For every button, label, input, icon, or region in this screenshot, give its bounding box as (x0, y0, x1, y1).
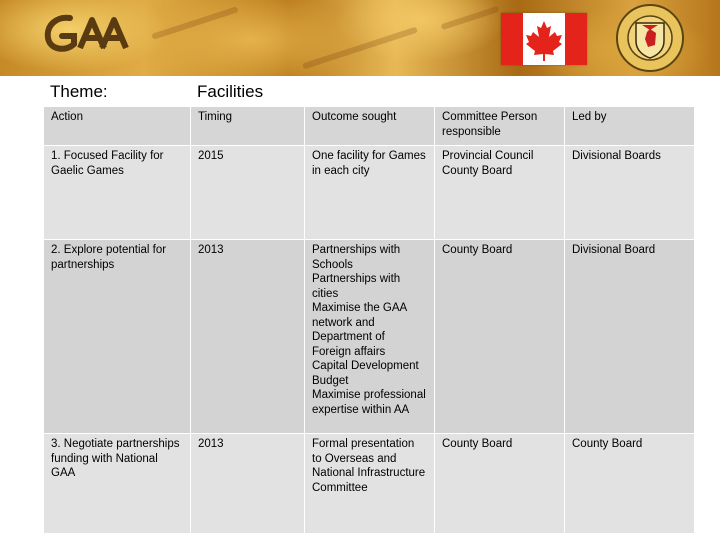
cell-committee (435, 146, 565, 240)
cell-timing: 2013 (191, 434, 305, 534)
facilities-table (43, 106, 695, 534)
committee-line: County Board (442, 438, 513, 450)
theme-label: Theme: (50, 82, 108, 101)
table-row (44, 434, 695, 534)
cell-action: 3. Negotiate partnerships funding with National GAA (44, 434, 191, 534)
cell-timing: 2013 (191, 240, 305, 434)
outcome-line: Maximise professional expertise within AA (312, 389, 426, 416)
cell-committee (435, 240, 565, 434)
cell-committee (435, 434, 565, 534)
outcome-line: Capital Development Budget (312, 360, 419, 387)
cell-action: 2. Explore potential for partnerships (44, 240, 191, 434)
header-timing: Timing (191, 107, 305, 146)
committee-line: County Board (442, 164, 513, 177)
canada-flag-icon (501, 13, 587, 65)
header-outcome: Outcome sought (305, 107, 435, 146)
header-led-by: Led by (565, 107, 695, 146)
theme-value: Facilities (197, 82, 264, 101)
table-row (44, 240, 695, 434)
outcome-line: One facility for Games in each city (312, 150, 426, 177)
cell-timing: 2015 (191, 146, 305, 240)
outcome-line: Partnerships with cities (312, 273, 401, 300)
committee-line: Provincial Council (442, 150, 534, 162)
cell-outcome (305, 146, 435, 240)
outcome-line: Formal presentation to Overseas and National Infrastructure Committee (312, 438, 426, 494)
cell-outcome (305, 240, 435, 434)
outcome-line: Partnerships with Schools (312, 244, 401, 271)
cell-action: 1. Focused Facility for Gaelic Games (44, 146, 191, 240)
table-header-row (44, 107, 695, 146)
outcome-line: Maximise the GAA network and Department of Foreign affairs (312, 302, 407, 358)
gaa-logo-icon (40, 8, 140, 58)
header-banner (0, 0, 720, 76)
cell-led-by: Divisional Board (565, 240, 695, 434)
committee-line: County Board (442, 244, 513, 256)
ulster-crest-icon (612, 3, 688, 73)
cell-outcome (305, 434, 435, 534)
cell-led-by: Divisional Boards (565, 146, 695, 240)
cell-led-by: County Board (565, 434, 695, 534)
table-row (44, 146, 695, 240)
header-committee: Committee Person responsible (435, 107, 565, 146)
header-action: Action (44, 107, 191, 146)
